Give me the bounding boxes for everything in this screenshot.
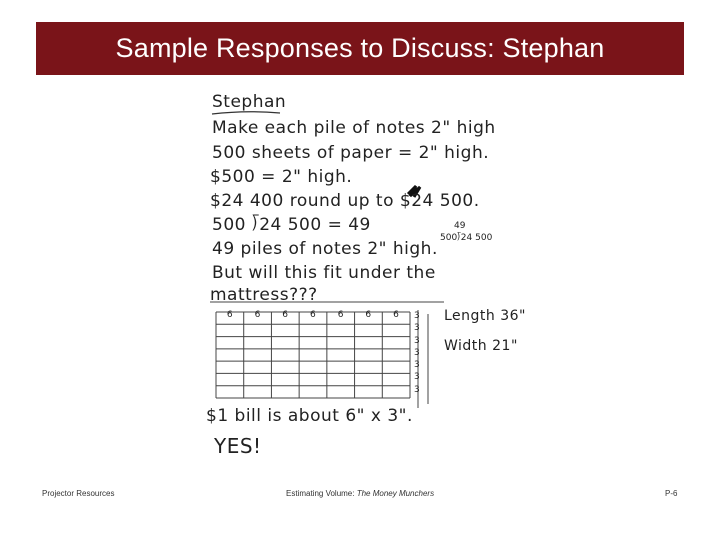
student-name: Stephan xyxy=(212,92,287,112)
grid-side-label: 3 xyxy=(414,335,420,346)
mattress-grid xyxy=(216,312,410,398)
title-bar xyxy=(36,22,684,75)
footer-center-prefix: Estimating Volume: xyxy=(286,489,357,498)
work-line-4: $24 400 round up to $24 500. xyxy=(210,191,480,211)
division-note-top: 49 xyxy=(454,221,466,231)
length-label: Length 36" xyxy=(444,308,526,324)
grid-side-label: 3 xyxy=(414,347,420,358)
grid-side-label: 3 xyxy=(414,323,420,334)
grid-side-label: 3 xyxy=(414,384,420,395)
grid-side-label: 3 xyxy=(414,372,420,383)
grid-side-label: 3 xyxy=(414,311,420,321)
grid-side-label: 3 xyxy=(414,360,420,371)
grid-top-label: 6 xyxy=(254,310,261,320)
footer-center-italic: The Money Munchers xyxy=(356,489,435,498)
slide-title: Sample Responses to Discuss: Stephan xyxy=(115,33,605,63)
grid-top-label: 6 xyxy=(226,310,233,320)
grid-top-label: 6 xyxy=(337,310,344,320)
work-line-5: 500 ⟌24 500 = 49 xyxy=(212,215,371,235)
handwritten-work xyxy=(196,88,526,466)
answer-yes: YES! xyxy=(214,434,262,458)
work-line-2: 500 sheets of paper = 2" high. xyxy=(212,143,490,163)
work-line-1: Make each pile of notes 2" high xyxy=(212,118,496,138)
grid-top-label: 6 xyxy=(282,310,289,320)
work-line-7: But will this fit under the xyxy=(212,263,436,283)
grid-top-label: 6 xyxy=(393,310,399,320)
division-note-bottom: 500⟌24 500 xyxy=(440,233,493,243)
grid-top-label: 6 xyxy=(310,310,316,320)
footer-left: Projector Resources xyxy=(42,489,115,498)
work-line-6: 49 piles of notes 2" high. xyxy=(212,239,438,259)
footer-right: P-6 xyxy=(665,489,678,498)
footer-center xyxy=(286,489,434,498)
grid-top-label: 6 xyxy=(365,310,372,320)
bill-size-line: $1 bill is about 6" x 3". xyxy=(206,406,413,426)
work-line-8: mattress??? xyxy=(210,285,318,305)
work-line-3: $500 = 2" high. xyxy=(210,167,353,187)
width-label: Width 21" xyxy=(444,338,518,354)
